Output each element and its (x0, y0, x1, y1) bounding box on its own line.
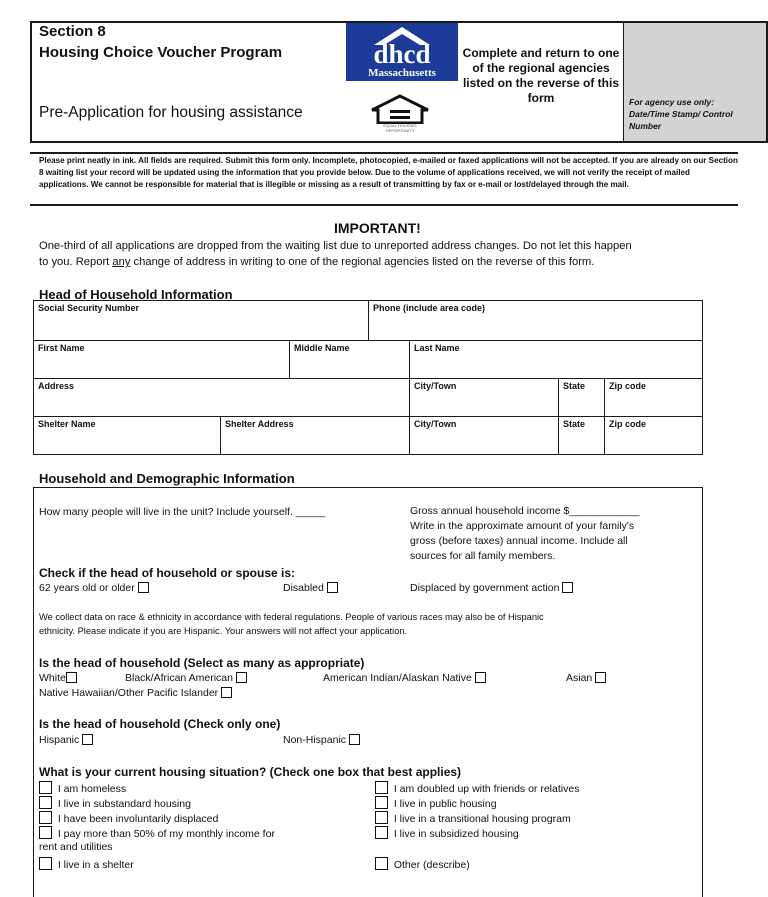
asian-checkbox[interactable] (595, 672, 606, 683)
hispanic-checkbox[interactable] (82, 734, 93, 745)
other-label: Other (describe) (393, 859, 470, 871)
substandard-checkbox[interactable] (39, 796, 52, 809)
head-grid (33, 300, 703, 455)
displaced-checkbox[interactable] (39, 811, 52, 824)
black-option (125, 672, 247, 684)
displaced-gov-option (410, 582, 573, 594)
housing-right-0 (375, 781, 579, 795)
shelter-city-field[interactable] (410, 417, 559, 455)
ethnicity-title: Is the head of household (Check only one) (39, 717, 281, 731)
rent-burden-checkbox[interactable] (39, 826, 52, 839)
head-section-title: Head of Household Information (39, 287, 233, 302)
other-checkbox[interactable] (375, 857, 388, 870)
asian-label: Asian (566, 672, 593, 684)
non-hispanic-option (283, 734, 360, 746)
shelter-address-field[interactable] (221, 417, 410, 455)
program-title: Housing Choice Voucher Program (39, 44, 283, 61)
native-am-label: American Indian/Alaskan Native (323, 672, 472, 684)
income-question: Gross annual household income $____________ (410, 505, 640, 517)
housing-right-1 (375, 796, 497, 810)
disabled-option (283, 582, 338, 594)
important-line2-post: change of address in writing to one of the regional agencies listed on the reverse of this form. (130, 256, 595, 268)
race-note-2: ethnicity. Please indicate if you are Hispanic. Your answers will not affect your application. (39, 626, 408, 636)
shelter-state-label: State (563, 419, 586, 429)
homeless-checkbox[interactable] (39, 781, 52, 794)
shelter-name-field[interactable] (34, 417, 221, 455)
housing-right-2 (375, 811, 571, 825)
public-housing-label: I live in public housing (393, 798, 497, 810)
shelter-name-label: Shelter Name (38, 419, 96, 429)
important-any: any (112, 256, 131, 268)
rent-burden-label: I pay more than 50% of my monthly income for (57, 828, 275, 840)
instructions-top-rule (30, 152, 738, 154)
displaced-gov-checkbox[interactable] (562, 582, 573, 593)
demo-section-title: Household and Demographic Information (39, 471, 295, 486)
transitional-label: I live in a transitional housing program (393, 813, 571, 825)
agency-use-label: For agency use only: Date/Time Stamp/ Control Number (629, 97, 733, 131)
check-title: Check if the head of household or spouse is: (39, 566, 296, 580)
public-housing-checkbox[interactable] (375, 796, 388, 809)
important-line2-pre: to you. Report (39, 256, 113, 268)
shelter-checkbox[interactable] (39, 857, 52, 870)
last-name-field[interactable] (410, 341, 703, 379)
equal-housing-caption: EQUAL HOUSING OPPORTUNITY (383, 123, 417, 133)
return-note: Complete and return to one of the regional agencies listed on the reverse of this form (462, 46, 620, 105)
housing-left-1 (39, 796, 191, 810)
hawaiian-checkbox[interactable] (221, 687, 232, 698)
black-checkbox[interactable] (236, 672, 247, 683)
phone-field[interactable] (369, 301, 703, 341)
native-am-option (323, 672, 486, 684)
race-note-1: We collect data on race & ethnicity in accordance with federal regulations. People of various races may also be of Hispanic (39, 612, 544, 622)
subsidized-label: I live in subsidized housing (393, 828, 519, 840)
race-title: Is the head of household (Select as many as appropriate) (39, 656, 365, 670)
instructions-text: Please print neatly in ink. All fields are required. Submit this form only. Incomplete, photocopied, e-mailed or faxed applications will not be accepted. If you are already on our Section 8 waiting list your record will be updated using the information that you provide below. Due to the volume of applications received, we will not verify the receipt of mailed applications. We cannot be responsible for material that is illegible or missing as a result of transmitting by fax or e-mail or lost/delayed through the mail. (39, 156, 738, 189)
income-note-1: Write in the approximate amount of your family's (410, 520, 635, 532)
rent-burden-cont: rent and utilities (39, 841, 113, 853)
state-label: State (563, 381, 586, 391)
doubled-up-checkbox[interactable] (375, 781, 388, 794)
first-name-field[interactable] (34, 341, 290, 379)
housing-title: What is your current housing situation? (Check one box that best applies) (39, 765, 462, 779)
zip-field[interactable] (605, 379, 703, 417)
disabled-label: Disabled (283, 582, 324, 594)
age62-label: 62 years old or older (39, 582, 135, 594)
address-field[interactable] (34, 379, 410, 417)
agency-use-box (623, 23, 766, 141)
shelter-state-field[interactable] (559, 417, 605, 455)
white-label: White (39, 672, 66, 684)
shelter-city-label: City/Town (414, 419, 457, 429)
disabled-checkbox[interactable] (327, 582, 338, 593)
hawaiian-label: Native Hawaiian/Other Pacific Islander (39, 687, 219, 699)
non-hispanic-checkbox[interactable] (349, 734, 360, 745)
non-hispanic-label: Non-Hispanic (283, 734, 347, 746)
middle-name-label: Middle Name (294, 343, 350, 353)
housing-left-2 (39, 811, 218, 825)
transitional-checkbox[interactable] (375, 811, 388, 824)
black-label: Black/African American (125, 672, 233, 684)
section-label: Section 8 (39, 23, 106, 40)
shelter-label: I live in a shelter (57, 859, 134, 871)
city-label: City/Town (414, 381, 457, 391)
important-title: IMPORTANT! (334, 220, 421, 236)
housing-right-other (375, 857, 470, 871)
hispanic-label: Hispanic (39, 734, 80, 746)
logo-subtext: Massachusetts (368, 67, 436, 79)
housing-left-3 (39, 826, 275, 840)
hispanic-option (39, 734, 93, 746)
dhcd-logo (346, 23, 458, 81)
age62-checkbox[interactable] (138, 582, 149, 593)
housing-right-3 (375, 826, 519, 840)
state-field[interactable] (559, 379, 605, 417)
equal-housing-icon (370, 94, 430, 132)
native-am-checkbox[interactable] (475, 672, 486, 683)
important-line1: One-third of all applications are dropped from the waiting list due to unreported address changes. Do not let this happen (39, 240, 632, 252)
shelter-zip-label: Zip code (609, 419, 647, 429)
important-line2 (39, 256, 594, 268)
instructions-bottom-rule (30, 204, 738, 206)
hawaiian-option (39, 687, 232, 699)
last-name-label: Last Name (414, 343, 460, 353)
housing-left-shelter (39, 857, 134, 871)
age62-option (39, 582, 149, 594)
white-checkbox[interactable] (66, 672, 77, 683)
middle-name-field[interactable] (290, 341, 410, 379)
housing-left-0 (39, 781, 126, 795)
substandard-label: I live in substandard housing (57, 798, 191, 810)
income-note-2: gross (before taxes) annual income. Include all (410, 535, 628, 547)
displaced-label: I have been involuntarily displaced (57, 813, 219, 825)
first-name-label: First Name (38, 343, 85, 353)
white-option (39, 672, 77, 684)
zip-label: Zip code (609, 381, 647, 391)
address-label: Address (38, 381, 75, 391)
people-question: How many people will live in the unit? Include yourself. _____ (39, 506, 325, 518)
ssn-label: Social Security Number (38, 303, 140, 313)
homeless-label: I am homeless (57, 783, 127, 795)
asian-option (566, 672, 606, 684)
form-subtitle: Pre-Application for housing assistance (39, 104, 303, 121)
ssn-field[interactable] (34, 301, 369, 341)
shelter-zip-field[interactable] (605, 417, 703, 455)
displaced-gov-label: Displaced by government action (410, 582, 560, 594)
income-note-3: sources for all family members. (410, 550, 556, 562)
city-field[interactable] (410, 379, 559, 417)
subsidized-checkbox[interactable] (375, 826, 388, 839)
logo-text: dhcd (373, 39, 431, 69)
doubled-up-label: I am doubled up with friends or relatives (393, 783, 580, 795)
shelter-address-label: Shelter Address (225, 419, 294, 429)
phone-label: Phone (include area code) (373, 303, 486, 313)
